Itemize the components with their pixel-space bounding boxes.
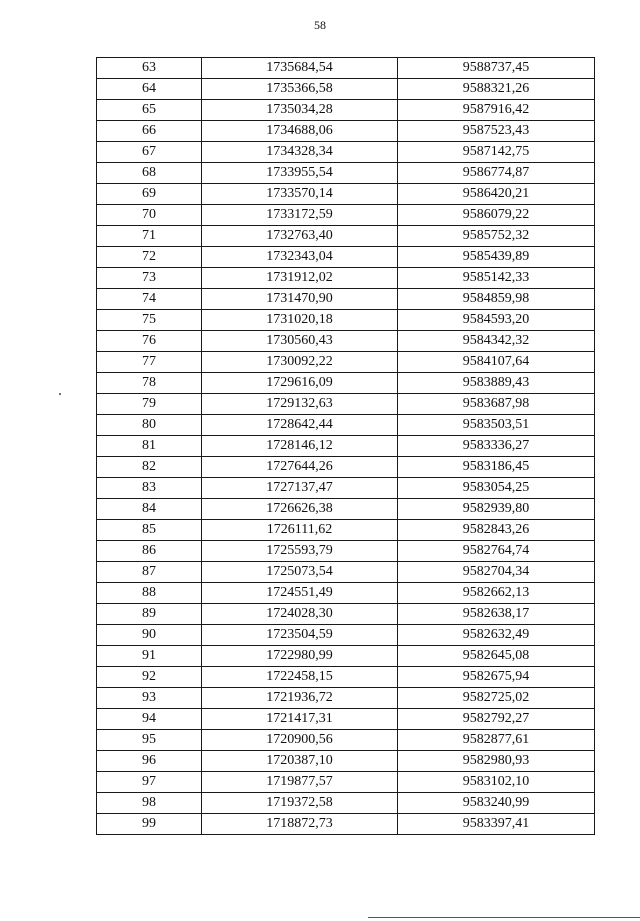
table-row	[97, 751, 595, 772]
point-number-cell: 93	[97, 688, 202, 709]
table-row	[97, 163, 595, 184]
table-row	[97, 415, 595, 436]
point-number-cell: 80	[97, 415, 202, 436]
x-coordinate-cell: 1718872,73	[202, 814, 398, 835]
point-number-cell: 71	[97, 226, 202, 247]
table-row	[97, 625, 595, 646]
table-row	[97, 583, 595, 604]
point-number-cell: 82	[97, 457, 202, 478]
y-coordinate-cell: 9582939,80	[398, 499, 595, 520]
table-row	[97, 352, 595, 373]
x-coordinate-cell: 1720387,10	[202, 751, 398, 772]
point-number-cell: 96	[97, 751, 202, 772]
table-row	[97, 310, 595, 331]
page-number: 58	[314, 18, 326, 32]
y-coordinate-cell: 9582725,02	[398, 688, 595, 709]
point-number-cell: 83	[97, 478, 202, 499]
point-number-cell: 72	[97, 247, 202, 268]
table-row	[97, 205, 595, 226]
table-row	[97, 436, 595, 457]
bottom-edge-line	[368, 917, 640, 918]
table-row	[97, 667, 595, 688]
y-coordinate-cell: 9583186,45	[398, 457, 595, 478]
point-number-cell: 77	[97, 352, 202, 373]
x-coordinate-cell: 1720900,56	[202, 730, 398, 751]
x-coordinate-cell: 1725073,54	[202, 562, 398, 583]
x-coordinate-cell: 1723504,59	[202, 625, 398, 646]
y-coordinate-cell: 9582704,34	[398, 562, 595, 583]
x-coordinate-cell: 1724028,30	[202, 604, 398, 625]
x-coordinate-cell: 1733172,59	[202, 205, 398, 226]
x-coordinate-cell: 1731020,18	[202, 310, 398, 331]
point-number-cell: 68	[97, 163, 202, 184]
x-coordinate-cell: 1719877,57	[202, 772, 398, 793]
y-coordinate-cell: 9584859,98	[398, 289, 595, 310]
point-number-cell: 85	[97, 520, 202, 541]
scan-speck	[59, 393, 61, 395]
y-coordinate-cell: 9582792,27	[398, 709, 595, 730]
table-row	[97, 793, 595, 814]
table-row	[97, 268, 595, 289]
y-coordinate-cell: 9583102,10	[398, 772, 595, 793]
y-coordinate-cell: 9585142,33	[398, 268, 595, 289]
table-row	[97, 184, 595, 205]
point-number-cell: 78	[97, 373, 202, 394]
table-row	[97, 100, 595, 121]
y-coordinate-cell: 9586079,22	[398, 205, 595, 226]
x-coordinate-cell: 1728146,12	[202, 436, 398, 457]
x-coordinate-cell: 1727644,26	[202, 457, 398, 478]
y-coordinate-cell: 9584593,20	[398, 310, 595, 331]
point-number-cell: 79	[97, 394, 202, 415]
y-coordinate-cell: 9582980,93	[398, 751, 595, 772]
x-coordinate-cell: 1734688,06	[202, 121, 398, 142]
table-row	[97, 79, 595, 100]
y-coordinate-cell: 9586420,21	[398, 184, 595, 205]
point-number-cell: 98	[97, 793, 202, 814]
table-row	[97, 142, 595, 163]
x-coordinate-cell: 1735684,54	[202, 58, 398, 79]
point-number-cell: 92	[97, 667, 202, 688]
x-coordinate-cell: 1722458,15	[202, 667, 398, 688]
x-coordinate-cell: 1724551,49	[202, 583, 398, 604]
point-number-cell: 97	[97, 772, 202, 793]
y-coordinate-cell: 9582877,61	[398, 730, 595, 751]
point-number-cell: 64	[97, 79, 202, 100]
coordinates-table	[96, 57, 595, 835]
x-coordinate-cell: 1734328,34	[202, 142, 398, 163]
table-row	[97, 121, 595, 142]
point-number-cell: 84	[97, 499, 202, 520]
x-coordinate-cell: 1731470,90	[202, 289, 398, 310]
point-number-cell: 66	[97, 121, 202, 142]
table-row	[97, 730, 595, 751]
x-coordinate-cell: 1730092,22	[202, 352, 398, 373]
table-row	[97, 478, 595, 499]
table-row	[97, 709, 595, 730]
y-coordinate-cell: 9588737,45	[398, 58, 595, 79]
y-coordinate-cell: 9582675,94	[398, 667, 595, 688]
y-coordinate-cell: 9583687,98	[398, 394, 595, 415]
x-coordinate-cell: 1733570,14	[202, 184, 398, 205]
table-row	[97, 394, 595, 415]
y-coordinate-cell: 9583054,25	[398, 478, 595, 499]
x-coordinate-cell: 1726111,62	[202, 520, 398, 541]
x-coordinate-cell: 1735366,58	[202, 79, 398, 100]
x-coordinate-cell: 1721417,31	[202, 709, 398, 730]
table-row	[97, 331, 595, 352]
x-coordinate-cell: 1721936,72	[202, 688, 398, 709]
table-row	[97, 457, 595, 478]
table-row	[97, 247, 595, 268]
point-number-cell: 63	[97, 58, 202, 79]
x-coordinate-cell: 1731912,02	[202, 268, 398, 289]
table-row	[97, 688, 595, 709]
x-coordinate-cell: 1722980,99	[202, 646, 398, 667]
y-coordinate-cell: 9585439,89	[398, 247, 595, 268]
y-coordinate-cell: 9587142,75	[398, 142, 595, 163]
table-row	[97, 541, 595, 562]
y-coordinate-cell: 9582645,08	[398, 646, 595, 667]
point-number-cell: 99	[97, 814, 202, 835]
table-row	[97, 814, 595, 835]
point-number-cell: 81	[97, 436, 202, 457]
x-coordinate-cell: 1732343,04	[202, 247, 398, 268]
point-number-cell: 91	[97, 646, 202, 667]
y-coordinate-cell: 9583397,41	[398, 814, 595, 835]
y-coordinate-cell: 9583240,99	[398, 793, 595, 814]
point-number-cell: 88	[97, 583, 202, 604]
y-coordinate-cell: 9584107,64	[398, 352, 595, 373]
x-coordinate-cell: 1729132,63	[202, 394, 398, 415]
x-coordinate-cell: 1727137,47	[202, 478, 398, 499]
y-coordinate-cell: 9582764,74	[398, 541, 595, 562]
x-coordinate-cell: 1719372,58	[202, 793, 398, 814]
y-coordinate-cell: 9588321,26	[398, 79, 595, 100]
y-coordinate-cell: 9586774,87	[398, 163, 595, 184]
point-number-cell: 65	[97, 100, 202, 121]
point-number-cell: 95	[97, 730, 202, 751]
point-number-cell: 73	[97, 268, 202, 289]
point-number-cell: 74	[97, 289, 202, 310]
y-coordinate-cell: 9584342,32	[398, 331, 595, 352]
y-coordinate-cell: 9583503,51	[398, 415, 595, 436]
x-coordinate-cell: 1726626,38	[202, 499, 398, 520]
table-row	[97, 520, 595, 541]
point-number-cell: 75	[97, 310, 202, 331]
point-number-cell: 76	[97, 331, 202, 352]
point-number-cell: 94	[97, 709, 202, 730]
x-coordinate-cell: 1732763,40	[202, 226, 398, 247]
x-coordinate-cell: 1733955,54	[202, 163, 398, 184]
point-number-cell: 89	[97, 604, 202, 625]
point-number-cell: 86	[97, 541, 202, 562]
table-row	[97, 772, 595, 793]
table-row	[97, 373, 595, 394]
y-coordinate-cell: 9582662,13	[398, 583, 595, 604]
y-coordinate-cell: 9582843,26	[398, 520, 595, 541]
y-coordinate-cell: 9582638,17	[398, 604, 595, 625]
y-coordinate-cell: 9583889,43	[398, 373, 595, 394]
x-coordinate-cell: 1729616,09	[202, 373, 398, 394]
table-row	[97, 289, 595, 310]
x-coordinate-cell: 1735034,28	[202, 100, 398, 121]
point-number-cell: 69	[97, 184, 202, 205]
table-row	[97, 58, 595, 79]
point-number-cell: 70	[97, 205, 202, 226]
y-coordinate-cell: 9582632,49	[398, 625, 595, 646]
y-coordinate-cell: 9583336,27	[398, 436, 595, 457]
table-row	[97, 604, 595, 625]
table-row	[97, 499, 595, 520]
point-number-cell: 67	[97, 142, 202, 163]
x-coordinate-cell: 1725593,79	[202, 541, 398, 562]
y-coordinate-cell: 9587916,42	[398, 100, 595, 121]
x-coordinate-cell: 1728642,44	[202, 415, 398, 436]
point-number-cell: 90	[97, 625, 202, 646]
coordinates-table-body	[97, 58, 595, 835]
y-coordinate-cell: 9587523,43	[398, 121, 595, 142]
table-row	[97, 562, 595, 583]
table-row	[97, 226, 595, 247]
point-number-cell: 87	[97, 562, 202, 583]
table-row	[97, 646, 595, 667]
y-coordinate-cell: 9585752,32	[398, 226, 595, 247]
x-coordinate-cell: 1730560,43	[202, 331, 398, 352]
